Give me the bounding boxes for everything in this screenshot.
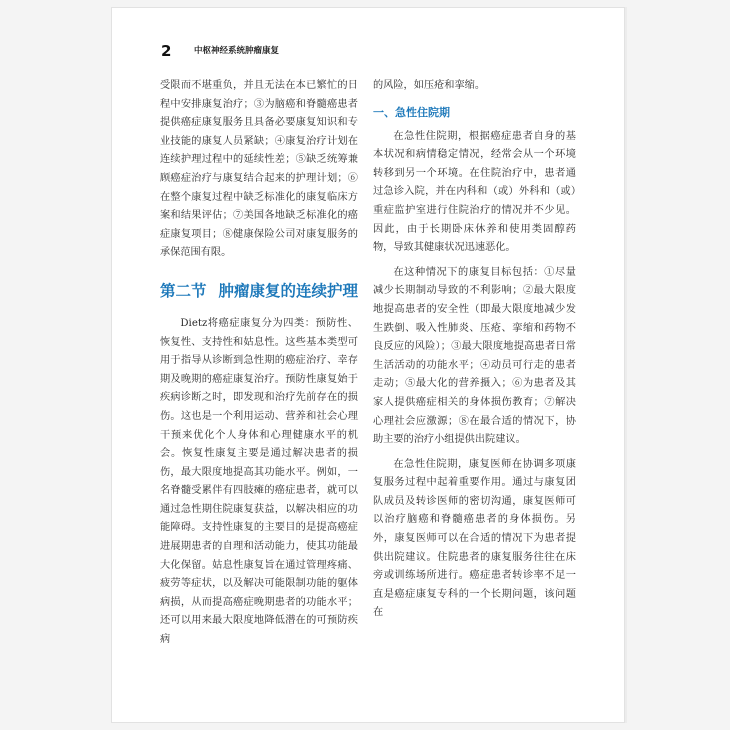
left-paragraph-2: Dietz将癌症康复分为四类：预防性、恢复性、支持性和姑息性。这些基本类型可用于指导从诊断到急性期的癌症治疗、幸存期及晚期的癌症康复治疗。预防性康复始于疾病诊断之时，即发现和治疗先前存在的损伤。这也是一个利用运动、营养和社会心理干预来优化个人身体和心理健康水平的机会。恢复性康复主要是通过解决患者的损伤，最大限度地提高其功能水平。例如，一名脊髓受累伴有四肢瘫的癌症患者，就可以通过急性期住院康复获益，以解决相应的功能障碍。支持性康复的主要目的是提高癌症进展期患者的自理和活动能力，使其功能最大化保留。姑息性康复旨在通过管理疼痛、疲劳等症状，以及解决可能限制功能的躯体病损，从而提高癌症晚期患者的功能水平；还可以用来最大限度地降低潜在的可预防疾病 (160, 317, 358, 646)
section-number: 第二节 (160, 280, 207, 300)
book-page (111, 7, 625, 723)
section-title: 肿瘤康复的连续护理 (218, 280, 359, 300)
right-paragraph-1: 的风险，如压疮和挛缩。 (373, 80, 486, 91)
left-column (160, 77, 358, 650)
page-number: 2 (161, 42, 172, 60)
section-heading (160, 281, 358, 301)
right-paragraph-2: 在急性住院期，根据癌症患者自身的基本状况和病情稳定情况，经常会从一个环境转移到另一个环境。在住院治疗中，患者通过急诊入院，并在内科和（或）外科和（或）重症监护室进行住院治疗的情况并不少见。因此，由于长期卧床休养和使用类固醇药物，导致其健康状况迅速恶化。 (373, 130, 576, 254)
subsection-heading: 一、急性住院期 (373, 105, 450, 119)
right-paragraph-3: 在这种情况下的康复目标包括：①尽量减少长期制动导致的不利影响；②最大限度地提高患者的安全性（即最大限度地减少发生跌倒、吸入性肺炎、压疮、挛缩和药物不良反应的风险）；③最大限度地提高患者日常生活活动的功能水平；④动员可行走的患者走动；⑤最大化的营养摄入；⑥为患者及其家人提供癌症相关的身体损伤教育；⑦解决心理社会应激源；⑧在最合适的情况下，协助主要的治疗小组提供出院建议。 (373, 266, 576, 446)
left-paragraph-1: 受限而不堪重负，并且无法在本已繁忙的日程中安排康复治疗；③为脑癌和脊髓癌患者提供癌症康复服务且具备必要康复知识和专业技能的康复人员紧缺；④康复治疗计划在连续护理过程中的延续性差；⑤缺乏统筹兼顾癌症治疗与康复结合起来的护理计划；⑥在整个康复过程中缺乏标准化的康复临床方案和结果评估；⑦美国各地缺乏标准化的癌症康复项目；⑧健康保险公司对康复服务的承保范围有限。 (160, 80, 358, 259)
running-title: 中枢神经系统肿瘤康复 (194, 46, 280, 56)
right-paragraph-4: 在急性住院期，康复医师在协调多项康复服务过程中起着重要作用。通过与康复团队成员及转诊医师的密切沟通，康复医师可以治疗脑癌和脊髓癌患者的身体损伤。另外，康复医师可以在合适的情况下为患者提供出院建议。住院患者的康复服务往往在床旁或训练场所进行。癌症患者转诊率不足一直是癌症康复专科的一个长期问题，该问题在 (373, 458, 576, 619)
right-column (373, 77, 576, 623)
